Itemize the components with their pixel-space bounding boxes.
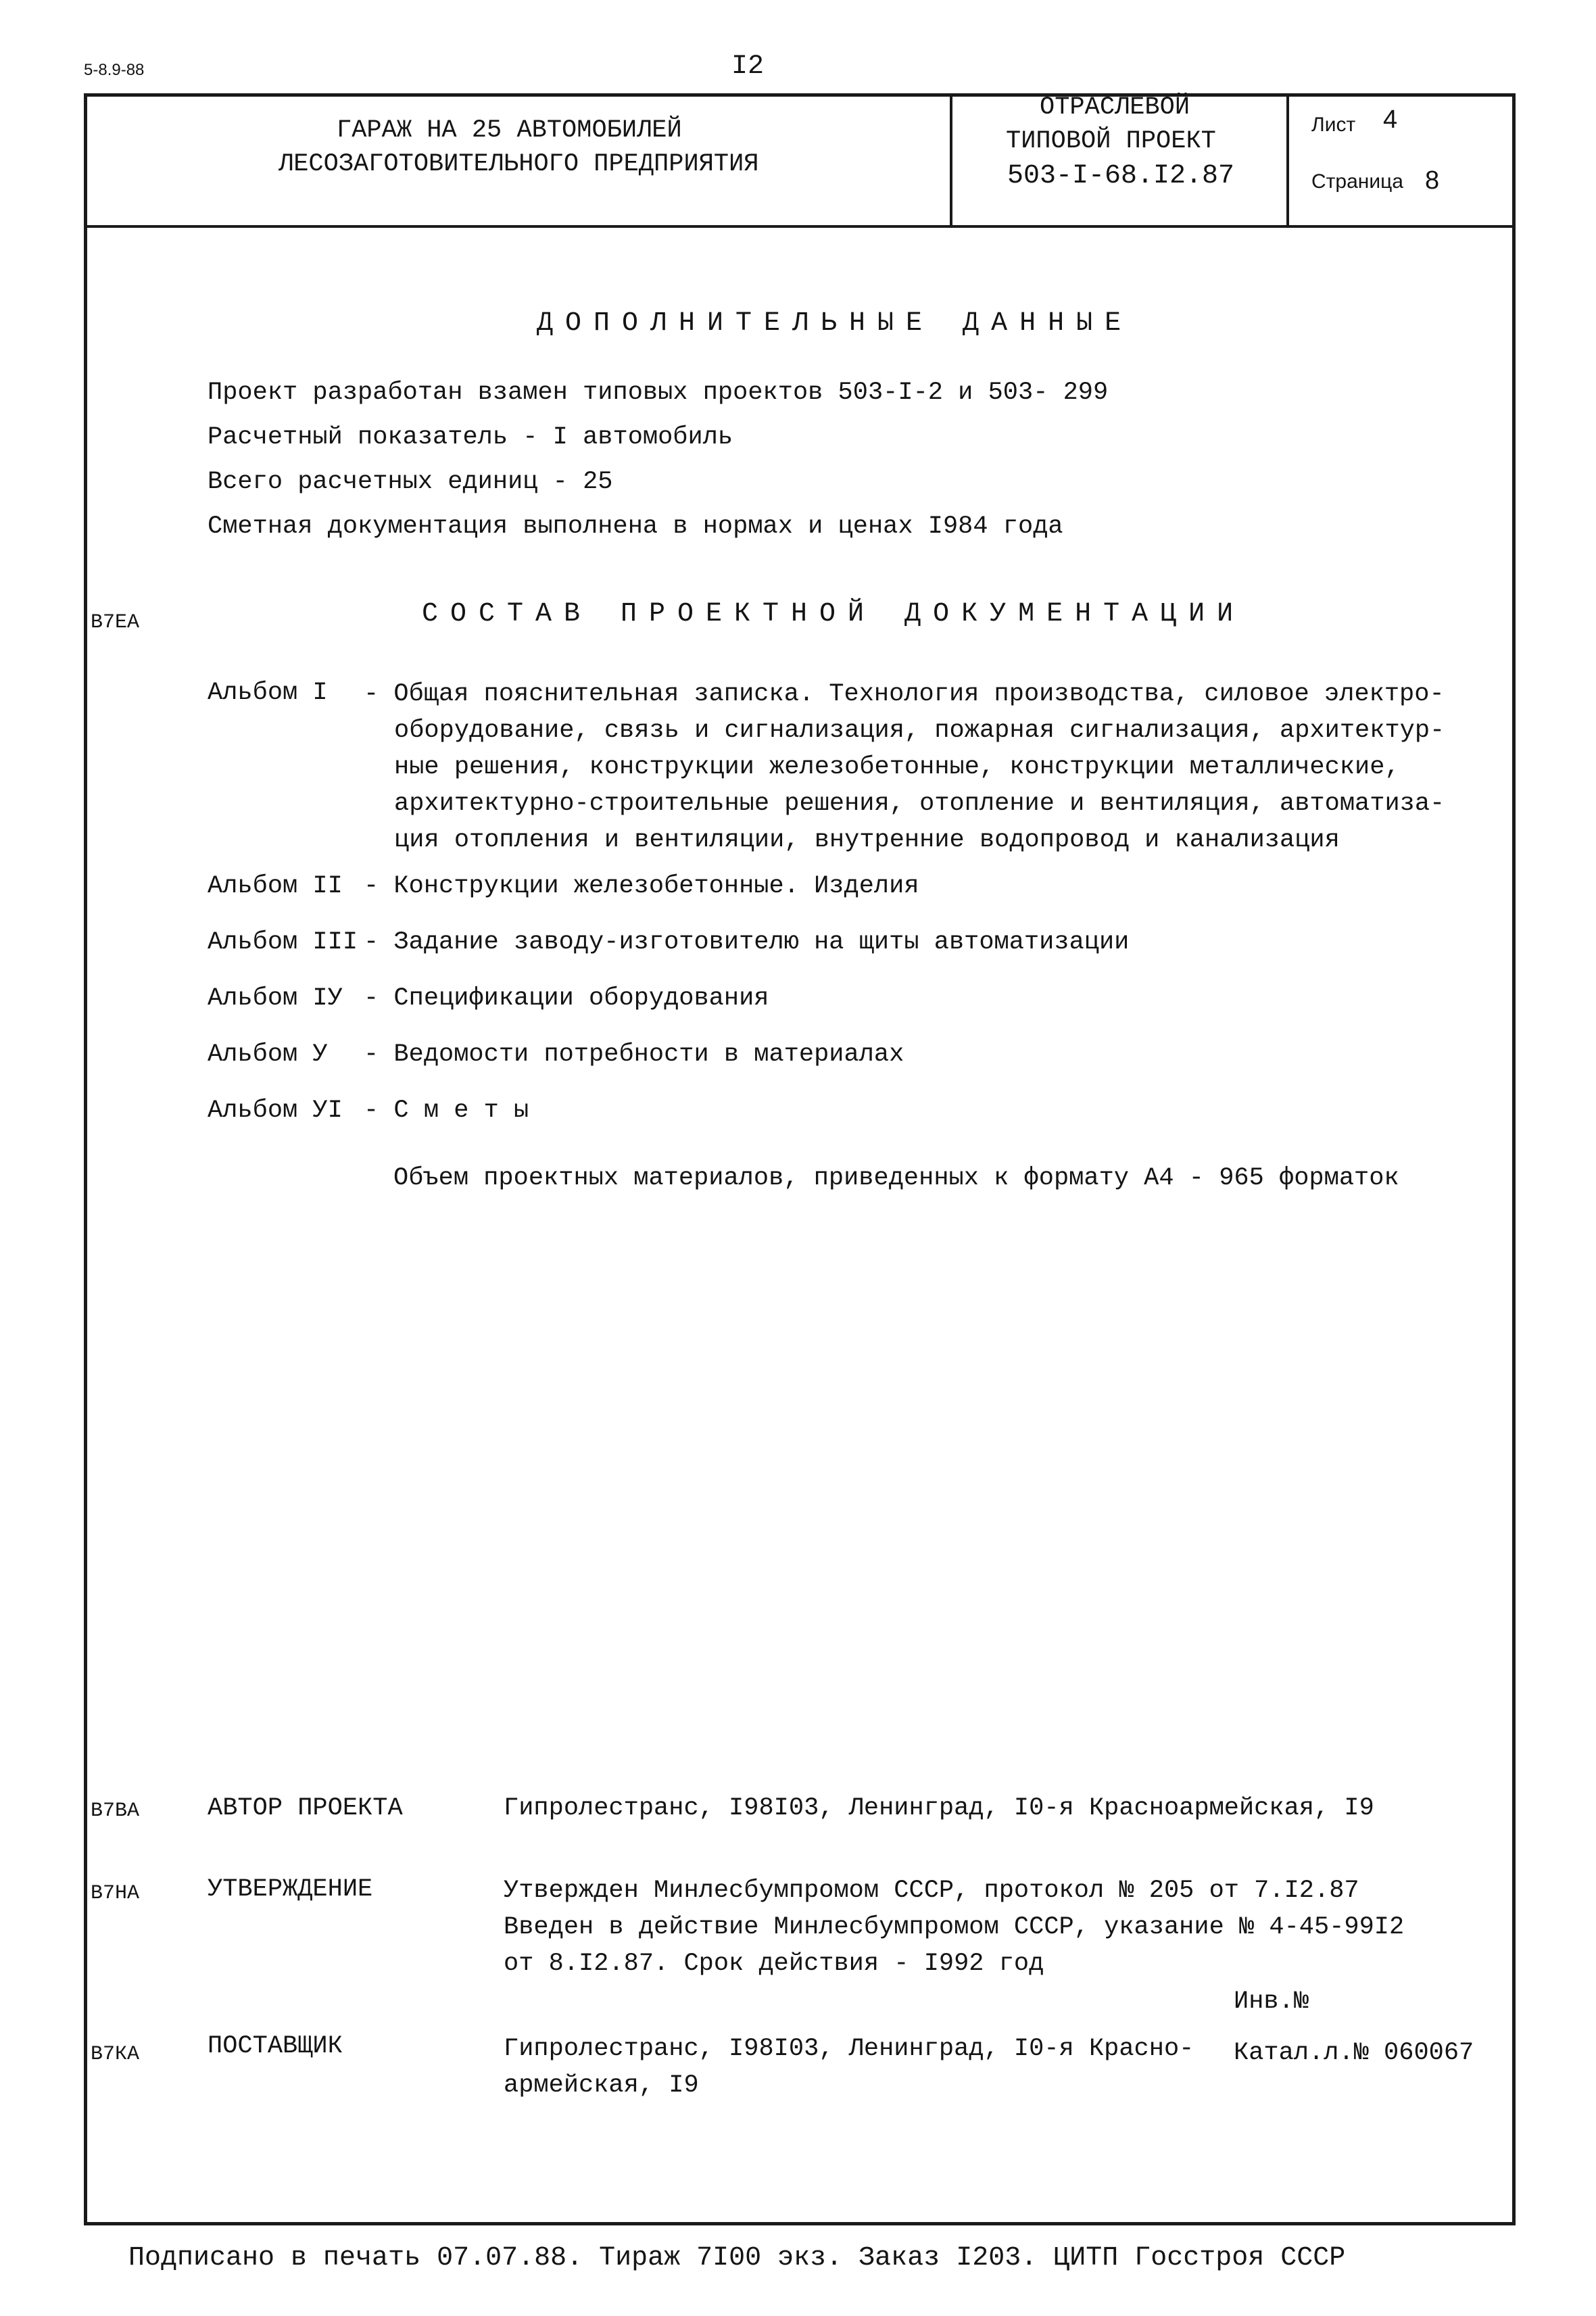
album-label: Альбом УI: [208, 1096, 343, 1125]
additional-line: Расчетный показатель - I автомобиль: [208, 423, 733, 452]
page-label: Страница: [1311, 170, 1403, 193]
album-description-line: оборудование, связь и сигнализация, пожарная сигнализация, архитектур-: [394, 717, 1445, 745]
supplier-line: Гипролестранс, I98I03, Ленинград, I0-я Красно-: [504, 2035, 1194, 2063]
supplier-text: [504, 2031, 1194, 2104]
album-description: [364, 676, 1445, 859]
project-code: 503-I-68.I2.87: [1007, 161, 1235, 191]
album-description: - Конструкции железобетонные. Изделия: [364, 872, 919, 900]
title-block-separator-2: [1286, 93, 1289, 226]
page-number: I2: [731, 51, 765, 82]
approval-line: Утвержден Минлесбумпромом СССР, протокол № 205 от 7.I2.87: [504, 1877, 1359, 1905]
title-block-divider: [84, 225, 1516, 228]
author-label: АВТОР ПРОЕКТА: [208, 1794, 403, 1823]
inventory-label: Инв.№: [1234, 1987, 1309, 2016]
album-description: - Спецификации оборудования: [364, 984, 769, 1013]
object-name-line2: ЛЕСОЗАГОТОВИТЕЛЬНОГО ПРЕДПРИЯТИЯ: [279, 150, 759, 178]
album-label: Альбом II: [208, 872, 343, 900]
album-label: Альбом III: [208, 928, 358, 957]
project-type-line2: ТИПОВОЙ ПРОЕКТ: [1006, 127, 1216, 155]
author-text: Гипролестранс, I98I03, Ленинград, I0-я Красноармейская, I9: [504, 1794, 1374, 1823]
composition-heading: СОСТАВ ПРОЕКТНОЙ ДОКУМЕНТАЦИИ: [422, 599, 1246, 629]
page-value: 8: [1425, 166, 1440, 195]
title-block-separator-1: [950, 93, 952, 226]
approval-label: УТВЕРЖДЕНИЕ: [208, 1875, 373, 1904]
additional-line: Всего расчетных единиц - 25: [208, 468, 613, 496]
print-footer: Подписано в печать 07.07.88. Тираж 7I00 экз. Заказ I203. ЦИТП Госстроя СССР: [128, 2243, 1346, 2273]
supplier-label: ПОСТАВЩИК: [208, 2032, 343, 2060]
approval-text: [504, 1873, 1404, 1982]
album-description-line: ция отопления и вентиляции, внутренние водопровод и канализация: [394, 826, 1340, 854]
supplier-code: В7КА: [91, 2043, 140, 2066]
album-description-line: - Общая пояснительная записка. Технология производства, силовое электро-: [364, 680, 1445, 708]
approval-line: от 8.I2.87. Срок действия - I992 год: [504, 1950, 1044, 1978]
author-code: В7ВА: [91, 1800, 140, 1823]
album-label: Альбом У: [208, 1040, 328, 1069]
approval-code: В7НА: [91, 1882, 140, 1905]
sheet-label: Лист: [1311, 114, 1356, 136]
volume-note: Объем проектных материалов, приведенных к формату А4 - 965 форматок: [393, 1164, 1399, 1192]
sheet-value: 4: [1383, 105, 1398, 134]
approval-line: Введен в действие Минлесбумпромом СССР, указание № 4-45-99I2: [504, 1913, 1405, 1941]
project-type-line1: ОТРАСЛЕВОЙ: [1040, 93, 1190, 122]
album-description-line: архитектурно-строительные решения, отопление и вентиляция, автоматиза-: [394, 790, 1445, 818]
doc-code: 5-8.9-88: [84, 61, 145, 79]
supplier-line: армейская, I9: [504, 2071, 699, 2100]
album-label: Альбом I: [208, 679, 328, 707]
additional-data-heading: ДОПОЛНИТЕЛЬНЫЕ ДАННЫЕ: [537, 308, 1134, 339]
album-description-line: ные решения, конструкции железобетонные, конструкции металлические,: [394, 753, 1400, 781]
additional-line: Проект разработан взамен типовых проектов 503-I-2 и 503- 299: [208, 379, 1109, 407]
additional-line: Сметная документация выполнена в нормах и ценах I984 года: [208, 512, 1063, 541]
object-name-line1: ГАРАЖ НА 25 АВТОМОБИЛЕЙ: [337, 116, 682, 145]
album-label: Альбом IУ: [208, 984, 343, 1013]
catalog-number: Катал.л.№ 060067: [1234, 2039, 1474, 2067]
album-description: - С м е т ы: [364, 1096, 529, 1125]
album-description: - Задание заводу-изготовителю на щиты автоматизации: [364, 928, 1130, 957]
composition-code: В7ЕА: [91, 611, 140, 634]
album-description: - Ведомости потребности в материалах: [364, 1040, 904, 1069]
